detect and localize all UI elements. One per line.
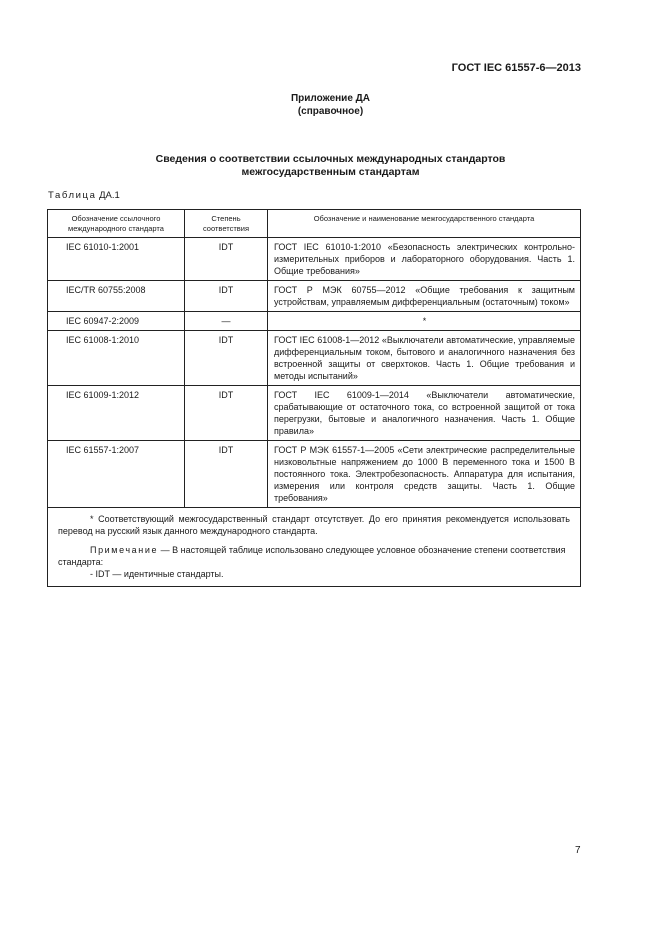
table-caption-word: Таблица [48,190,97,201]
appendix-title: Приложение ДА [290,93,371,104]
table-row [48,238,581,281]
degree-cell: — [185,312,268,331]
header-ref-standard: Обозначение ссылочного международного стандарта [48,210,185,238]
appendix-subtitle: (справочное) [297,106,364,117]
interstate-standard-cell: ГОСТ IEC 61009-1—2014 «Выключатели автоматические, срабатывающие от остаточного тока, со встроенной защитой от тока перегрузки, бытовые и аналогичного назначения. Часть 1. Общие правила» [268,386,581,441]
correspondence-table-container [47,209,580,587]
header-degree: Степень соответствия [185,210,268,238]
remark-idt-definition: - IDT — идентичные стандарты. [90,569,224,579]
table-notes-row [48,508,581,587]
degree-cell: IDT [185,238,268,281]
table-remark [58,544,570,568]
degree-cell: IDT [185,281,268,312]
header-interstate-standard: Обозначение и наименование межгосударственного стандарта [268,210,581,238]
interstate-standard-cell: ГОСТ Р МЭК 61557-1—2005 «Сети электрические распределительные низковольтные напряжением до 1000 В переменного тока и 1500 В постоянного тока. Электробезопасность. Аппаратура для испытания, измерения или контроля средств защиты. Часть 1. Общие требования» [268,441,581,508]
interstate-standard-cell: ГОСТ IEC 61008-1—2012 «Выключатели автоматические, управляемые дифференциальным током, бытового и аналогичного назначения без встроенной защиты от сверхтоков. Часть 1. Общие требования и методы испытаний» [268,331,581,386]
page-number: 7 [575,845,581,856]
appendix-heading [0,92,661,118]
ref-standard-cell: IEC 61008-1:2010 [48,331,185,386]
table-row [48,386,581,441]
interstate-standard-cell: ГОСТ Р МЭК 60755—2012 «Общие требования к защитным устройствам, управляемым дифференциальным (остаточным) током» [268,281,581,312]
ref-standard-cell: IEC 60947-2:2009 [48,312,185,331]
ref-standard-cell: IEC/TR 60755:2008 [48,281,185,312]
correspondence-table [47,209,581,587]
table-footnote: * Соответствующий межгосударственный стандарт отсутствует. До его принятия рекомендуется использовать перевод на русский язык данного международного стандарта. [58,514,570,536]
remark-label: Примечание [90,545,159,555]
table-header-row [48,210,581,238]
interstate-standard-cell: ГОСТ IEC 61010-1:2010 «Безопасность электрических контрольно-измерительных приборов и лабораторного оборудования. Часть 1. Общие требования» [268,238,581,281]
table-notes [48,508,581,587]
section-title [0,153,661,179]
table-row [48,441,581,508]
section-title-line1: Сведения о соответствии ссылочных международных стандартов [155,153,506,165]
interstate-standard-cell: * [268,312,581,331]
degree-cell: IDT [185,331,268,386]
ref-standard-cell: IEC 61009-1:2012 [48,386,185,441]
table-row [48,281,581,312]
remark-text: — В настоящей таблице использовано следующее условное обозначение степени соответствия стандарта: [58,545,566,567]
document-standard-header: ГОСТ IEC 61557-6—2013 [451,62,581,74]
degree-cell: IDT [185,441,268,508]
table-caption [48,190,120,201]
ref-standard-cell: IEC 61557-1:2007 [48,441,185,508]
degree-cell: IDT [185,386,268,441]
table-caption-number: ДА.1 [99,190,120,201]
table-row [48,331,581,386]
table-row [48,312,581,331]
section-title-line2: межгосударственным стандартам [241,166,420,178]
ref-standard-cell: IEC 61010-1:2001 [48,238,185,281]
